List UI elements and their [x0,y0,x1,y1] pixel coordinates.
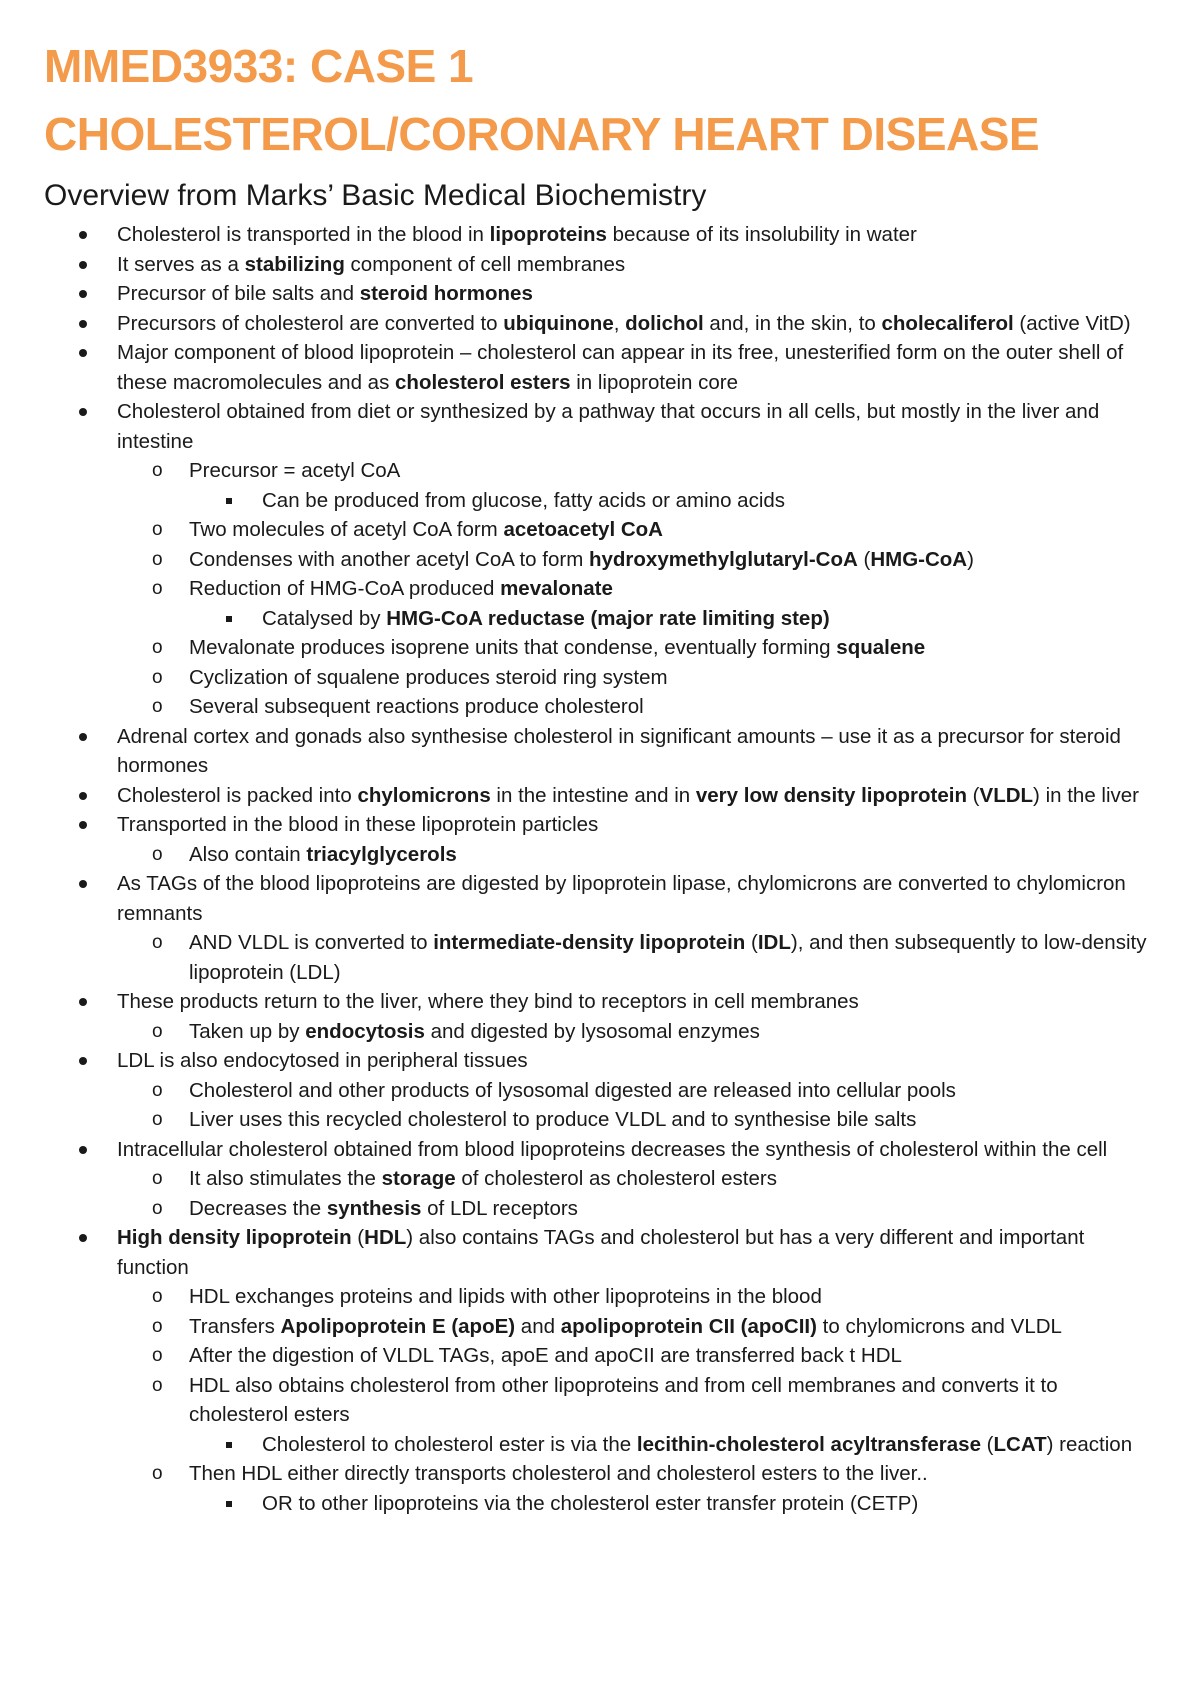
list-item-level-3 [0,1430,1150,1460]
list-item-level-1 [0,250,1150,280]
text-segment: in the intestine and in [490,783,696,807]
list-item-text [117,309,1150,339]
list-item-text [189,545,1150,575]
text-segment: AND VLDL is converted to [189,931,434,954]
bullet-circle-icon: o [152,1463,163,1484]
list-item-text [262,1489,1150,1519]
list-item-text [189,1164,1150,1194]
list-item-text [262,1430,1150,1460]
list-item-level-2 [0,1194,1150,1224]
list-item-text [262,604,1150,634]
list-item-level-2 [0,928,1150,987]
bullet-dot-icon [79,821,87,829]
emphasized-term: cholesterol esters [395,370,571,394]
text-segment: Cholesterol to cholesterol ester is via the [262,1432,637,1456]
bullet-square-icon [226,1501,232,1507]
list-item-text [189,515,1150,545]
bullet-circle-icon: o [152,1109,163,1130]
text-segment: component of cell membranes [344,252,626,276]
text-segment: Precursor of bile salts and [117,282,360,305]
bullet-circle-icon: o [152,460,163,481]
text-segment: Taken up by [189,1019,306,1043]
text-segment: Cholesterol and other products of lysosomal digested are released into cellular pools [189,1078,956,1102]
bullet-dot-icon [79,231,87,239]
text-segment: Several subsequent reactions produce cholesterol [189,695,644,718]
text-segment: of LDL receptors [421,1196,578,1220]
bullet-dot-icon [79,408,87,416]
list-item-level-2 [0,1371,1150,1430]
list-item-text [189,1194,1150,1224]
text-segment: Transfers [189,1314,281,1338]
emphasized-term: HMG-CoA reductase (major rate limiting step) [386,606,830,630]
list-item-level-2 [0,1282,1150,1312]
bullet-circle-icon: o [152,666,163,688]
emphasized-term: storage [381,1167,456,1190]
list-item-text [117,220,1150,250]
list-item-level-2 [0,1312,1150,1342]
bullet-dot-icon [79,290,87,298]
list-item-level-2 [0,1341,1150,1371]
list-item-level-1 [0,1223,1150,1282]
list-item-level-1 [0,397,1150,456]
text-segment: Precursors of cholesterol are converted to [117,311,504,335]
list-item-level-1 [0,722,1150,781]
list-item-level-1 [0,309,1150,339]
emphasized-term: apolipoprotein CII (apoCII) [560,1314,817,1338]
list-item-level-2 [0,1459,1150,1489]
list-item-text [117,338,1150,397]
list-item-text [117,781,1150,811]
bullet-dot-icon [79,1234,87,1242]
text-segment: ( [351,1226,365,1249]
text-segment: Two molecules of acetyl CoA form [189,518,504,541]
bullet-circle-icon: o [152,548,163,570]
bullet-circle-icon: o [152,1079,163,1101]
list-item-text [189,1312,1150,1342]
text-segment: Reduction of HMG-CoA produced [189,577,501,600]
bullet-dot-icon [79,880,87,888]
text-segment: ) [967,547,974,571]
text-segment: HDL also obtains cholesterol from other lipoproteins and from cell membranes and converts it to cholesterol esters [189,1373,1058,1426]
list-item-text [189,1341,1150,1371]
bullet-circle-icon: o [152,696,163,717]
bullet-circle-icon: o [152,1315,163,1337]
text-segment: because of its insolubility in water [606,223,917,246]
emphasized-term: dolichol [625,311,704,335]
text-segment: of cholesterol as cholesterol esters [455,1167,777,1190]
emphasized-term: lipoproteins [489,223,607,246]
list-item-text [189,1076,1150,1106]
bullet-dot-icon [79,733,87,741]
bullet-circle-icon: o [152,843,163,865]
list-item-level-3 [0,604,1150,634]
text-segment: and [515,1314,561,1338]
list-item-text [189,1459,1150,1489]
list-item-level-2 [0,515,1150,545]
bullet-circle-icon: o [152,578,163,599]
emphasized-term: lecithin-cholesterol acyltransferase [636,1432,981,1456]
text-segment: As TAGs of the blood lipoproteins are digested by lipoprotein lipase, chylomicrons are converted to chylomicron remnants [117,872,1126,925]
text-segment: Cholesterol obtained from diet or synthesized by a pathway that occurs in all cells, but mostly in the liver and intestine [117,400,1100,453]
emphasized-term: HDL [364,1226,407,1249]
emphasized-term: triacylglycerols [306,842,457,866]
list-item-text [189,633,1150,663]
bullet-dot-icon [79,349,87,357]
bullet-circle-icon: o [152,1374,163,1396]
list-item-level-1 [0,987,1150,1017]
text-segment: HDL exchanges proteins and lipids with other lipoproteins in the blood [189,1285,822,1308]
list-item-text [117,869,1150,928]
text-segment: Catalysed by [262,606,387,630]
section-heading: Overview from Marks’ Basic Medical Biochemistry [44,179,707,212]
list-item-level-1 [0,220,1150,250]
list-item-text [117,1223,1150,1282]
bullet-circle-icon: o [152,637,163,658]
text-segment: Can be produced from glucose, fatty acids or amino acids [262,488,786,512]
emphasized-term: hydroxymethylglutaryl-CoA [588,547,858,571]
text-segment: ( [857,547,871,571]
bullet-dot-icon [79,320,87,328]
list-item-level-2 [0,1105,1150,1135]
emphasized-term: very low density lipoprotein [695,783,967,807]
list-item-level-3 [0,486,1150,516]
bullet-circle-icon: o [152,932,163,953]
list-item-text [189,1371,1150,1430]
document-title-topic: CHOLESTEROL/CORONARY HEART DISEASE [44,108,1040,160]
list-item-level-2 [0,633,1150,663]
list-item-text [189,456,1150,486]
emphasized-term: squalene [836,636,926,659]
list-item-text [189,1105,1150,1135]
list-item-level-1 [0,810,1150,840]
bullet-dot-icon [79,261,87,269]
list-item-level-1 [0,338,1150,397]
list-item-level-2 [0,1164,1150,1194]
bullet-circle-icon: o [152,1020,163,1042]
emphasized-term: mevalonate [500,577,613,600]
list-item-level-1 [0,869,1150,928]
text-segment: (active VitD) [1013,311,1131,335]
text-segment: ) reaction [1046,1432,1133,1456]
emphasized-term: intermediate-density lipoprotein [433,931,746,954]
text-segment: Decreases the [189,1196,327,1220]
list-item-text [189,1282,1150,1312]
list-item-level-2 [0,1076,1150,1106]
text-segment: Precursor = acetyl CoA [189,459,401,482]
bullet-circle-icon: o [152,1345,163,1366]
list-item-level-2 [0,1017,1150,1047]
bullet-list [0,220,1200,1518]
list-item-level-1 [0,781,1150,811]
text-segment: and digested by lysosomal enzymes [424,1019,760,1043]
text-segment: in lipoprotein core [570,370,739,394]
list-item-level-2 [0,456,1150,486]
bullet-dot-icon [79,1057,87,1065]
emphasized-term: cholecaliferol [881,311,1014,335]
list-item-level-2 [0,574,1150,604]
list-item-text [117,1135,1150,1165]
emphasized-term: chylomicrons [357,783,491,807]
emphasized-term: steroid hormones [359,282,533,305]
emphasized-term: Apolipoprotein E (apoE) [280,1314,516,1338]
emphasized-term: LCAT [993,1432,1047,1456]
text-segment: Adrenal cortex and gonads also synthesise cholesterol in significant amounts – use it as a precursor for steroid hormones [117,724,1121,777]
emphasized-term: High density lipoprotein [117,1226,352,1249]
bullet-square-icon [226,1442,232,1448]
text-segment: Mevalonate produces isoprene units that condense, eventually forming [189,636,837,659]
text-segment: and, in the skin, to [703,311,882,335]
list-item-level-2 [0,663,1150,693]
text-segment: These products return to the liver, where they bind to receptors in cell membranes [117,990,859,1013]
text-segment: LDL is also endocytosed in peripheral tissues [117,1049,528,1072]
list-item-level-2 [0,545,1150,575]
list-item-text [117,987,1150,1017]
list-item-level-1 [0,279,1150,309]
bullet-square-icon [226,498,232,504]
bullet-circle-icon: o [152,519,163,540]
emphasized-term: VLDL [979,783,1034,807]
bullet-dot-icon [79,1146,87,1154]
list-item-text [117,722,1150,781]
emphasized-term: IDL [757,931,791,954]
text-segment: Condenses with another acetyl CoA to form [189,547,589,571]
text-segment: ) in the liver [1033,783,1140,807]
text-segment: ( [745,931,758,954]
bullet-circle-icon: o [152,1286,163,1307]
text-segment: ), and then subsequently to low-density lipoprotein (LDL) [189,931,1147,984]
bullet-dot-icon [79,792,87,800]
list-item-level-1 [0,1135,1150,1165]
list-item-text [189,1017,1150,1047]
list-item-text [189,692,1150,722]
text-segment: It also stimulates the [189,1167,382,1190]
bullet-circle-icon: o [152,1168,163,1189]
text-segment: Cyclization of squalene produces steroid ring system [189,665,668,689]
bullet-circle-icon: o [152,1197,163,1219]
document-title-course: MMED3933: CASE 1 [44,40,474,92]
list-item-level-2 [0,840,1150,870]
text-segment: , [613,311,626,335]
list-item-level-1 [0,1046,1150,1076]
list-item-text [117,397,1150,456]
list-item-text [189,928,1150,987]
list-item-text [117,810,1150,840]
emphasized-term: ubiquinone [503,311,614,335]
text-segment: to chylomicrons and VLDL [816,1314,1062,1338]
list-item-level-3 [0,1489,1150,1519]
list-item-text [117,1046,1150,1076]
list-item-text [117,250,1150,280]
text-segment: Transported in the blood in these lipoprotein particles [117,813,599,836]
text-segment: Major component of blood lipoprotein – cholesterol can appear in its free, unesterified form on the outer shell of these macromolecules and as [117,341,1124,394]
bullet-dot-icon [79,998,87,1006]
text-segment: ) also contains TAGs and cholesterol but has a very different and important function [117,1226,1085,1279]
emphasized-term: acetoacetyl CoA [503,518,663,541]
text-segment: Cholesterol is transported in the blood in [117,223,490,246]
list-item-text [189,840,1150,870]
emphasized-term: stabilizing [244,252,345,276]
text-segment: ( [966,783,980,807]
bullet-square-icon [226,616,232,622]
text-segment: After the digestion of VLDL TAGs, apoE and apoCII are transferred back t HDL [189,1344,902,1367]
list-item-text [189,574,1150,604]
list-item-text [189,663,1150,693]
text-segment: Liver uses this recycled cholesterol to produce VLDL and to synthesise bile salts [189,1108,917,1131]
emphasized-term: synthesis [326,1196,422,1220]
list-item-text [117,279,1150,309]
text-segment: It serves as a [117,252,245,276]
text-segment: Cholesterol is packed into [117,783,358,807]
text-segment: OR to other lipoproteins via the cholesterol ester transfer protein (CETP) [262,1491,919,1515]
list-item-text [262,486,1150,516]
emphasized-term: endocytosis [305,1019,425,1043]
list-item-level-2 [0,692,1150,722]
text-segment: Then HDL either directly transports cholesterol and cholesterol esters to the liver.. [189,1462,928,1485]
text-segment: Also contain [189,842,307,866]
text-segment: ( [980,1432,994,1456]
text-segment: Intracellular cholesterol obtained from blood lipoproteins decreases the synthesis of cholesterol within the cell [117,1137,1108,1161]
emphasized-term: HMG-CoA [870,547,968,571]
